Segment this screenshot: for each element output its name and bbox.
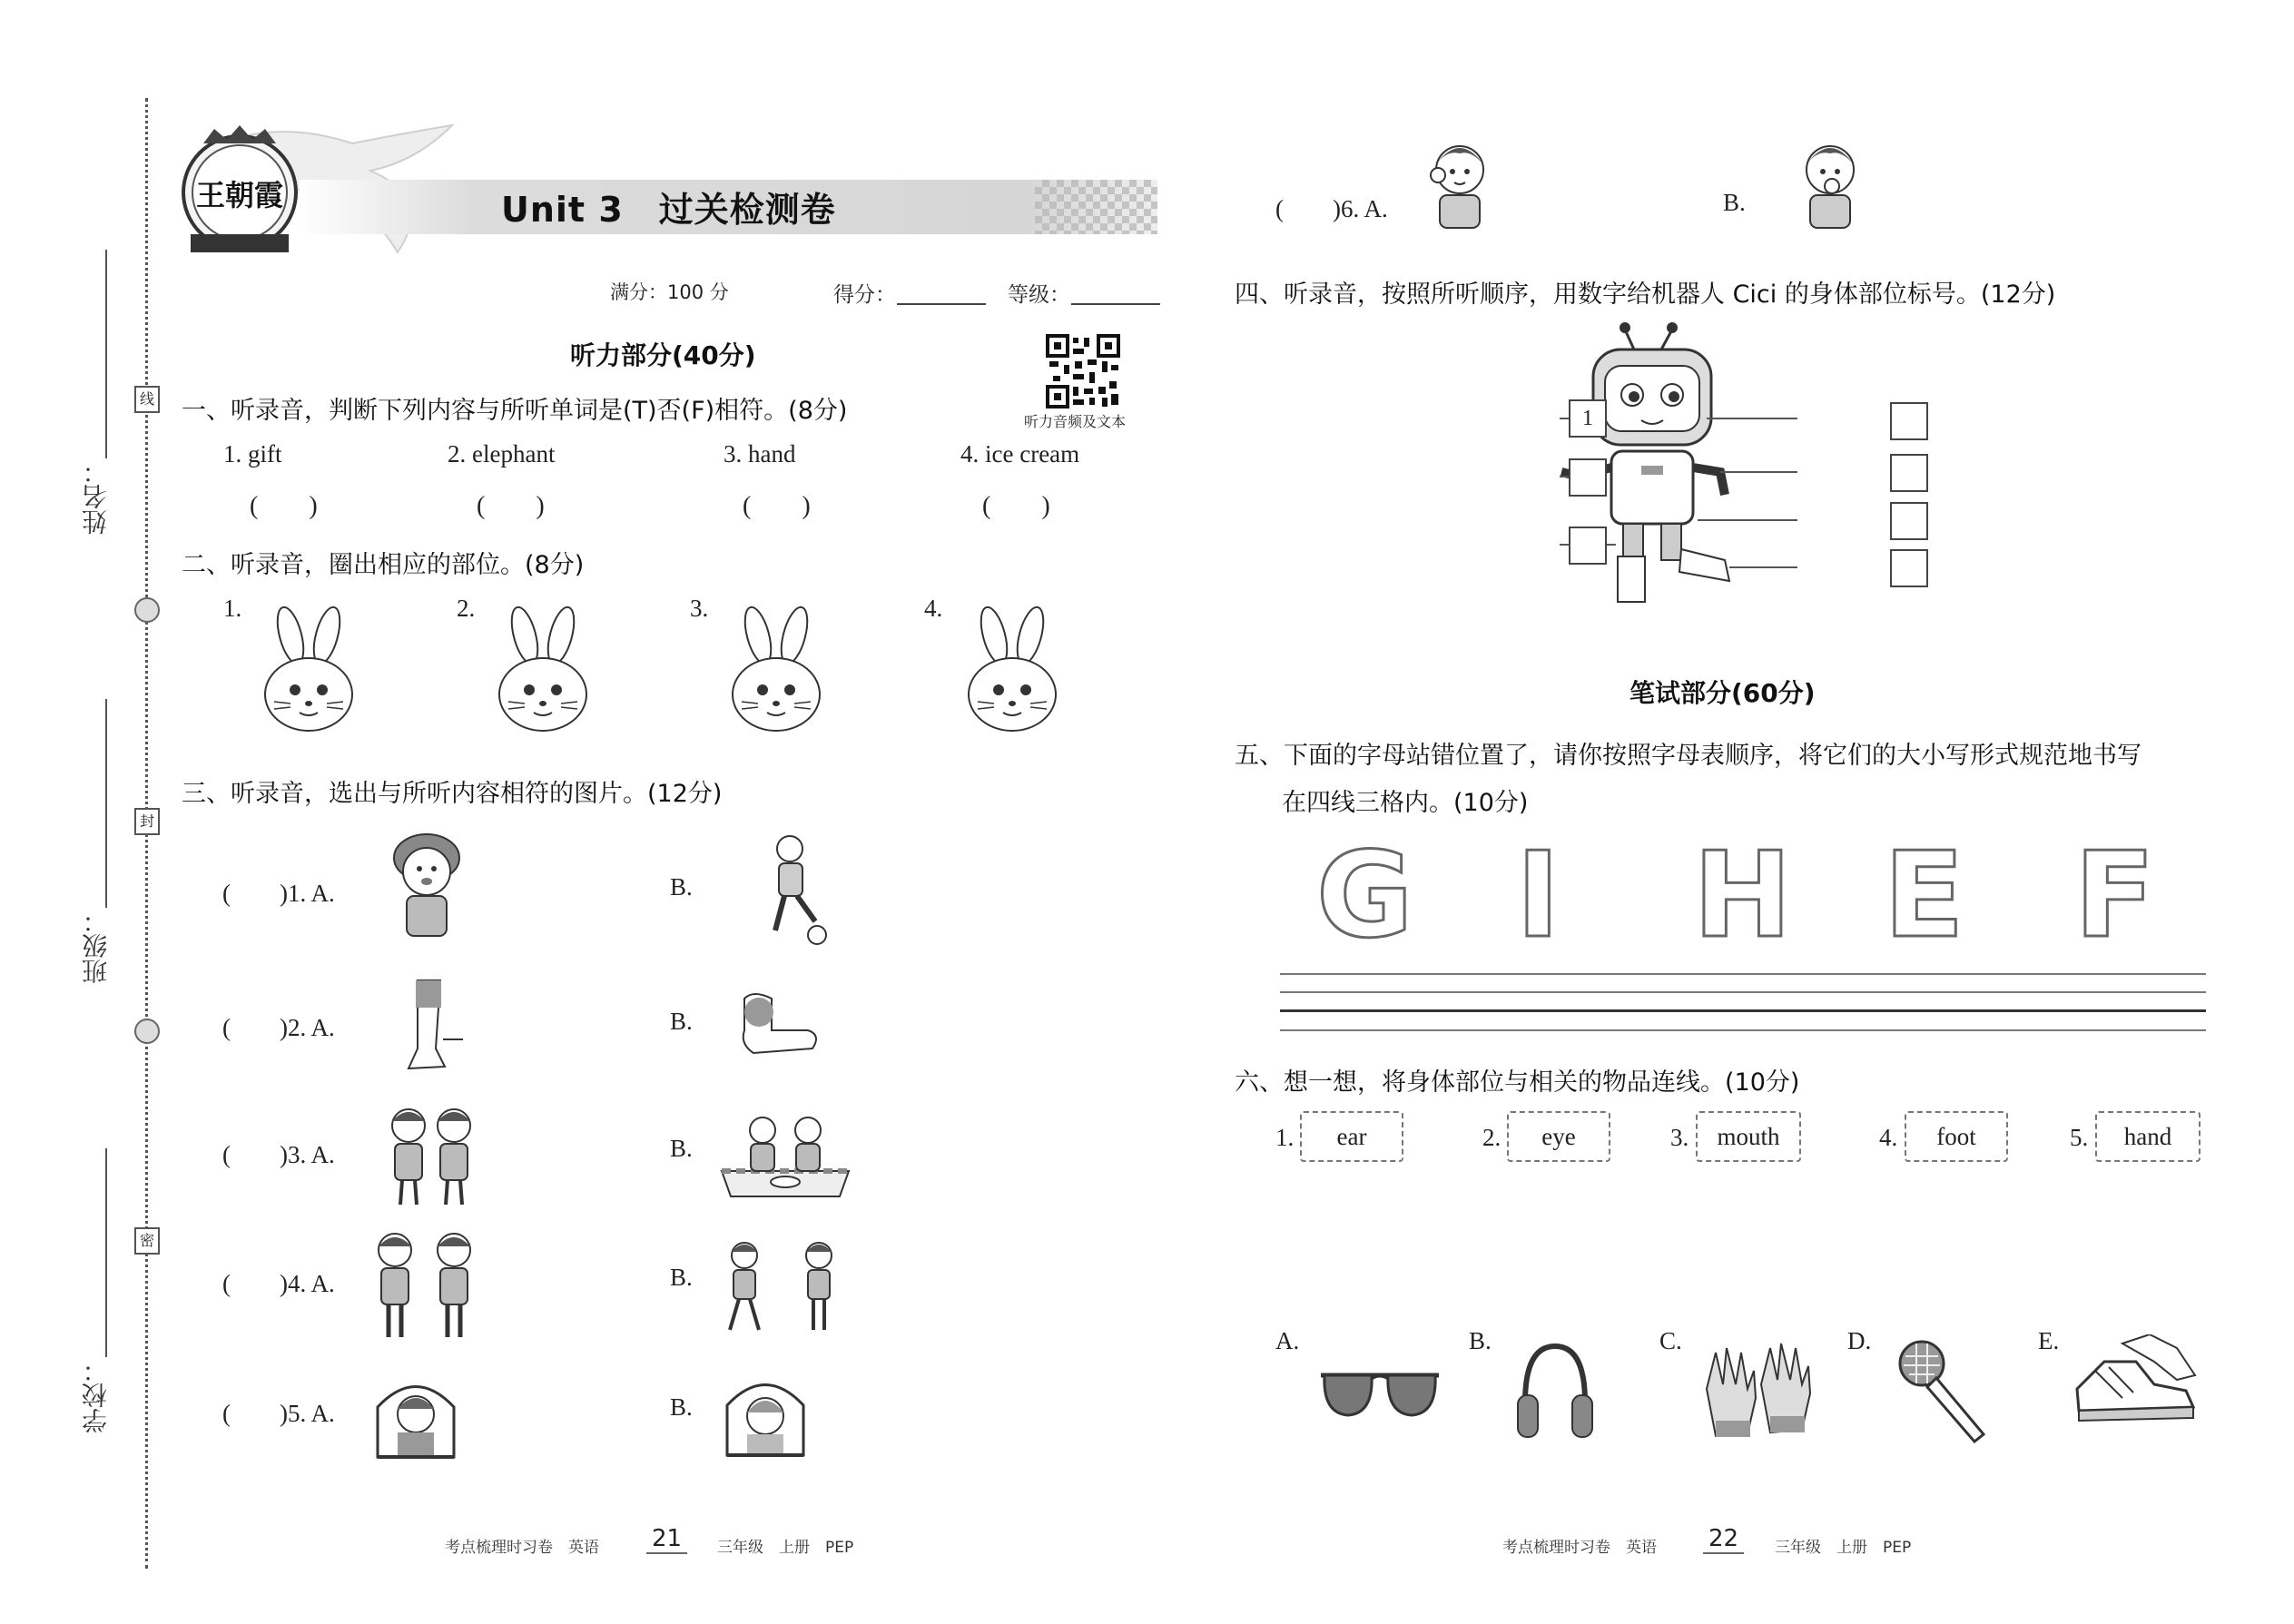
q3-item-5-b: B. <box>670 1393 693 1421</box>
q6-num-2: 2. <box>1482 1124 1501 1151</box>
q1-item-1: 1. gift <box>223 440 282 468</box>
sneakers-icon[interactable] <box>2068 1334 2204 1439</box>
writing-heading: 笔试部分(60分) <box>1629 678 1816 708</box>
robot-label-box[interactable] <box>1890 454 1928 492</box>
word-box-foot[interactable]: foot <box>1905 1111 2008 1162</box>
q3-item-2-b: B. <box>670 1008 693 1035</box>
q1-answer-blank[interactable]: ( ) <box>250 492 318 520</box>
seal-line-mark: 线 <box>134 386 160 413</box>
q1-item-3: 3. hand <box>724 440 796 468</box>
page-number-left: 21 <box>646 1525 687 1554</box>
full-score: 满分：100 分 <box>610 281 729 303</box>
qr-caption: 听力音频及文本 <box>1024 413 1127 430</box>
girl-at-window-picture[interactable] <box>720 1369 811 1460</box>
q3-item-6[interactable]: ( )6. A. <box>1275 195 1388 222</box>
listening-heading: 听力部分(40分) <box>570 340 756 370</box>
q1-title: 一、听录音，判断下列内容与所听单词是(T)否(F)相符。(8分) <box>182 397 848 425</box>
rabbit-face-picture[interactable] <box>254 604 363 735</box>
q6-option-a: A. <box>1275 1327 1300 1354</box>
q2-num-4: 4. <box>924 595 943 622</box>
outline-letter-f: F <box>2074 826 2155 964</box>
q5-title: 五、下面的字母站错位置了，请你按照字母表顺序，将它们的大小写形式规范地书写 <box>1235 742 2141 770</box>
sunglasses-icon[interactable] <box>1312 1357 1448 1430</box>
boy-touching-ear-picture[interactable] <box>1416 132 1502 231</box>
q6-option-d: D. <box>1847 1327 1872 1354</box>
girl-touching-face-picture[interactable] <box>381 831 472 949</box>
q3-item-4[interactable]: ( )4. A. <box>222 1270 335 1297</box>
boy-touching-mouth-picture[interactable] <box>1787 132 1873 231</box>
brand-logo-text: 王朝霞 <box>195 178 283 212</box>
q3-title: 三、听录音，选出与所听内容相符的图片。(12分) <box>182 780 723 808</box>
q3-item-6-b: B. <box>1723 189 1746 216</box>
outline-letter-g: G <box>1316 826 1413 964</box>
robot-label-box[interactable] <box>1569 458 1607 497</box>
q3-item-2[interactable]: ( )2. A. <box>222 1014 335 1041</box>
school-label: 学校： <box>81 1357 111 1433</box>
q6-option-c: C. <box>1659 1327 1682 1354</box>
boy-at-window-picture[interactable] <box>370 1371 461 1462</box>
two-kids-picture[interactable] <box>377 1103 486 1212</box>
score-label: 得分： <box>833 283 896 307</box>
q2-num-2: 2. <box>457 595 476 622</box>
picnic-picture[interactable] <box>713 1107 858 1198</box>
title-checker-pattern <box>1035 180 1157 234</box>
gloves-icon[interactable] <box>1698 1334 1825 1452</box>
q3-item-1[interactable]: ( )1. A. <box>222 880 335 907</box>
footer-right-suffix: 三年级 上册 PEP <box>1775 1539 1912 1557</box>
q3-item-3[interactable]: ( )3. A. <box>222 1141 335 1168</box>
word-box-mouth[interactable]: mouth <box>1696 1111 1801 1162</box>
arm-picture[interactable] <box>735 989 826 1067</box>
q6-num-5: 5. <box>2070 1124 2089 1151</box>
q6-title: 六、想一想，将身体部位与相关的物品连线。(10分) <box>1235 1068 1800 1097</box>
boy-kicking-picture[interactable] <box>744 831 835 953</box>
grade-blank[interactable] <box>1071 303 1160 305</box>
q3-item-3-b: B. <box>670 1135 693 1162</box>
class-write-line <box>105 699 107 908</box>
q6-option-b: B. <box>1469 1327 1492 1354</box>
kids-walking-picture[interactable] <box>717 1239 849 1339</box>
name-write-line <box>105 250 107 458</box>
footer-left-suffix: 三年级 上册 PEP <box>717 1539 854 1557</box>
word-box-hand[interactable]: hand <box>2095 1111 2200 1162</box>
seal-secret-mark: 密 <box>134 1227 160 1255</box>
grade-label: 等级： <box>1008 283 1070 307</box>
q2-title: 二、听录音，圈出相应的部位。(8分) <box>182 551 585 579</box>
outline-letter-e: E <box>1884 826 1964 964</box>
robot-label-box[interactable] <box>1890 502 1928 540</box>
footer-right-prefix: 考点梳理时习卷 英语 <box>1502 1539 1657 1557</box>
q2-num-1: 1. <box>223 595 242 622</box>
rabbit-face-picture[interactable] <box>958 604 1067 735</box>
punch-hole <box>134 597 160 623</box>
q6-num-3: 3. <box>1670 1124 1689 1151</box>
q5-title-cont: 在四线三格内。(10分) <box>1282 789 1529 817</box>
footer-left-prefix: 考点梳理时习卷 英语 <box>445 1539 599 1557</box>
q4-title: 四、听录音，按照所听顺序，用数字给机器人 Cici 的身体部位标号。(12分) <box>1235 281 2056 309</box>
score-blank[interactable] <box>897 303 986 305</box>
boy-and-girl-picture[interactable] <box>363 1230 490 1343</box>
punch-hole <box>134 1019 160 1044</box>
q3-item-5[interactable]: ( )5. A. <box>222 1400 335 1427</box>
school-write-line <box>105 1148 107 1357</box>
q2-num-3: 3. <box>690 595 709 622</box>
robot-label-box-filled: 1 <box>1569 399 1607 438</box>
headphones-icon[interactable] <box>1514 1339 1596 1448</box>
q1-item-4: 4. ice cream <box>960 440 1080 468</box>
q6-option-e: E. <box>2038 1327 2060 1354</box>
robot-label-box[interactable] <box>1890 402 1928 440</box>
rabbit-face-picture[interactable] <box>488 604 597 735</box>
rabbit-face-picture[interactable] <box>722 604 831 735</box>
seal-seal-mark: 封 <box>134 808 160 835</box>
word-box-eye[interactable]: eye <box>1507 1111 1610 1162</box>
q3-item-4-b: B. <box>670 1264 693 1291</box>
q1-item-2: 2. elephant <box>448 440 556 468</box>
leg-foot-picture[interactable] <box>390 976 463 1085</box>
q1-answer-blank[interactable]: ( ) <box>982 492 1050 520</box>
q1-answer-blank[interactable]: ( ) <box>743 492 811 520</box>
q3-item-1-b: B. <box>670 873 693 901</box>
page-number-right: 22 <box>1703 1525 1744 1554</box>
q6-num-4: 4. <box>1879 1124 1898 1151</box>
class-label: 班级： <box>81 908 111 984</box>
robot-label-box[interactable] <box>1890 549 1928 587</box>
outline-letter-h: H <box>1693 826 1792 964</box>
microphone-icon[interactable] <box>1893 1334 1993 1443</box>
qr-code-icon[interactable] <box>1046 334 1120 408</box>
name-label: 姓名： <box>81 458 111 535</box>
q6-num-1: 1. <box>1275 1124 1295 1151</box>
outline-letter-i: I <box>1516 826 1561 964</box>
robot-label-box[interactable] <box>1569 527 1607 565</box>
q1-answer-blank[interactable]: ( ) <box>477 492 545 520</box>
page-title: Unit 3 过关检测卷 <box>501 190 836 230</box>
word-box-ear[interactable]: ear <box>1300 1111 1403 1162</box>
